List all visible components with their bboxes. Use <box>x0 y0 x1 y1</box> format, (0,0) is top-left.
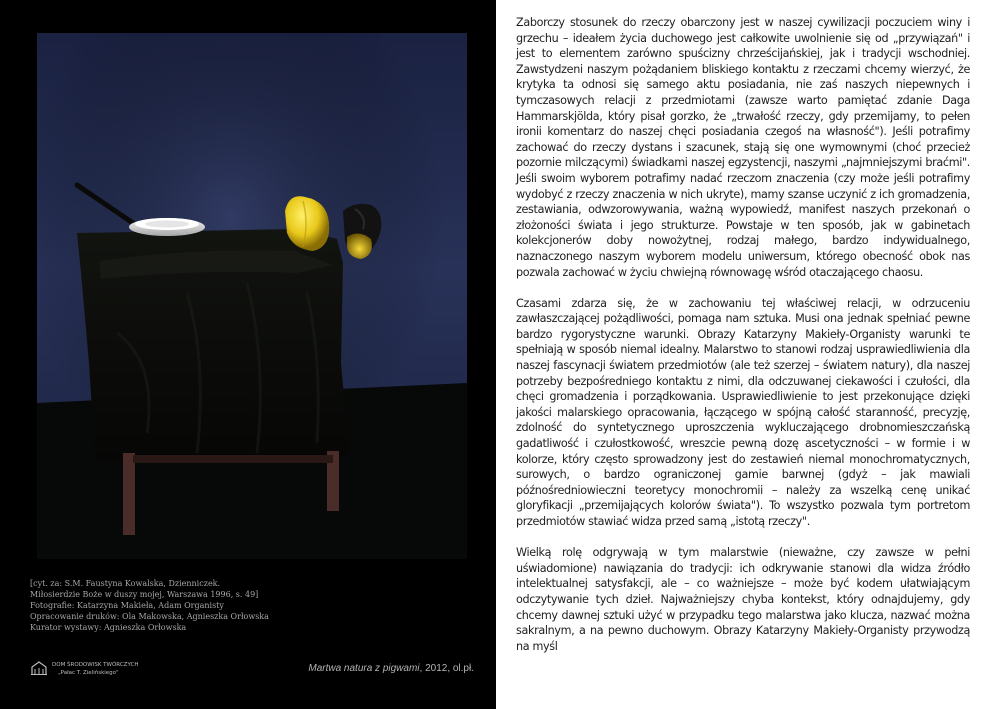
painting-details: , 2012, ol.pł. <box>419 663 474 674</box>
logo-line: „Pałac T. Zielińskiego" <box>58 670 119 676</box>
credit-line: Fotografie: Katarzyna Makieła, Adam Organisty <box>30 601 224 610</box>
painting-title: Martwa natura z pigwami <box>308 663 420 674</box>
organization-logo <box>30 658 190 684</box>
photo-credits <box>30 578 330 633</box>
credit-line: Miłosierdzie Boże w duszy mojej, Warszawa 1996, s. 49] <box>30 590 259 599</box>
palace-icon <box>30 659 48 677</box>
paragraph: Czasami zdarza się, że w zachowaniu tej właściwej relacji, w odrzuceniu zawłaszczającej pożądliwości, pomaga nam sztuka. Musi ona jednak spełniać pewne bardzo rygorystyczne warunki. Obrazy Katarzyny Makieły-Organisty warunki te spełniają w sposób niemal idealny. Malarstwo to stanowi rodzaj usprawiedliwienia dla naszej fascynacji światem przedmiotów (ale też szerzej – światem natury), dla naszej potrzeby bezpośredniego kontaktu z nimi, dla odczuwanej ciekawości i czułości, dla chęci gromadzenia i porządkowania. Usprawiedliwienie to jest przekonujące dzięki jakości malarskiego opracowania, łączącego w spójną całość staranność, precyzję, zdolność do syntetycznego uproszczenia wykluczającego drobnomieszczańską gadatliwość i czułostkowość, wreszcie pewną dozę ascetyczności – w formie i w kolorze, który często sprowadzony jest do zestawień niemal monochromatycznych, surowych, o bardzo ograniczonej gamie barwnej (gdyż – jak mawiali późnośredniowieczni teoretycy monochromii – należy za wszelką cenę unikać gloryfikacji „przemijających kolorów świata"). To wszystko pozwala tym portretom przedmiotów stawiać widza przed samą „istotą rzeczy". <box>516 296 970 528</box>
right-page-text <box>516 15 970 670</box>
credit-line: Opracowanie druków: Ola Makowska, Agnieszka Orłowska <box>30 612 269 621</box>
credit-line: Kurator wystawy: Agnieszka Orłowska <box>30 623 187 632</box>
paragraph: Wielką rolę odgrywają w tym malarstwie (nieważne, czy zawsze w pełni uświadomione) nawiązania do tradycji: ich odkrywanie stanowi dla widza źródło intelektualnej satysfakcji, ale – co ważniejsze – może być kodem ułatwiającym odczytywanie tych dzieł. Najważniejszy chyba kontekst, który odnajdujemy, gdy chcemy dawnej sztuki użyć w przypadku tego malarstwa jako klucza, nazwać można sakralnym, a na pewno duchowym. Obrazy Katarzyny Makieły-Organisty przywodzą na myśl <box>516 546 970 653</box>
still-life-painting <box>37 33 467 559</box>
credit-line: [cyt. za: S.M. Faustyna Kowalska, Dzienniczek. <box>30 579 221 588</box>
logo-line: DOM ŚRODOWISK TWÓRCZYCH <box>52 662 139 668</box>
painting-caption <box>308 663 474 674</box>
left-page <box>0 0 496 709</box>
paragraph: Zaborczy stosunek do rzeczy obarczony jest w naszej cywilizacji poczuciem winy i grzechu – ideałem życia duchowego jest całkowite uwolnienie się od „przywiązań" i jest to elementem zarówno spuścizny chrześcijańskiej, jak i tradycji wschodniej. Zawstydzeni naszym pożądaniem bliskiego kontaktu z rzeczami chcemy wierzyć, że krytyka ta odnosi się samego aktu posiadania, nie zaś naszych niepewnych i tymczasowych relacji z przedmiotami (zawsze warto pamiętać zdanie Daga Hammarskjölda, który pisał gorzko, że „trwałość rzeczy, gdy przemijamy, to pełen ironii komentarz do naszej chęci posiadania czegoś na własność"). Jeśli potrafimy zachować do rzeczy dystans i szacunek, stają się one wymownymi (choć przecież pozornie milczącymi) świadkami naszej egzystencji, naszymi „najmniejszymi braćmi". Jeśli swoim wyborem potrafimy nadać rzeczom znaczenia (czy może jeśli potrafimy wydobyć z rzeczy znaczenia w nich ukryte), mamy szanse uczynić z ich gromadzenia, zestawiania, odwzorowywania, ważną wypowiedź, manifest naszych przekonań o złożoności świata i jego strukturze. Powstaje w ten sposób, jak w gabinetach kolekcjonerów doby nowożytnej, rodzaj małego, bardzo indywidualnego, naznaczonego naszym wyborem modelu uniwersum, którego obecność obok nas pozwala zachować w życiu chwiejną równowagę wśród otaczającego chaosu. <box>516 16 970 279</box>
